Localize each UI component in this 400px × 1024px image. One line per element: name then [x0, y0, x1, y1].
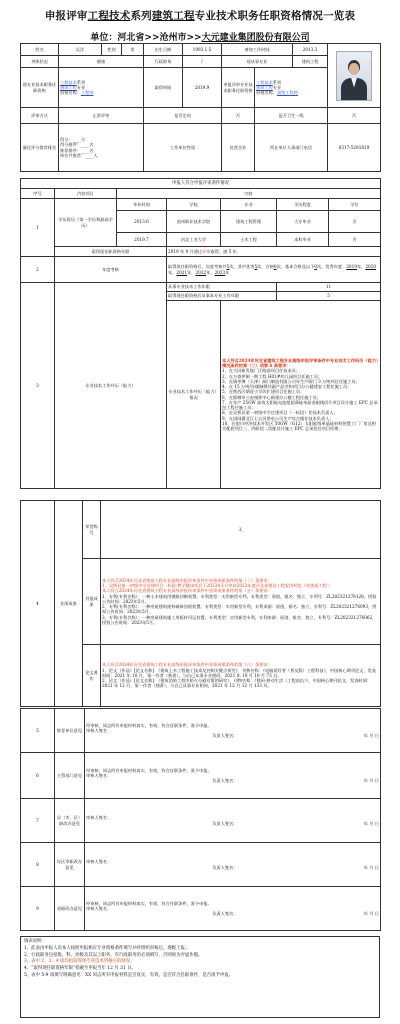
opinion-content: 审核人签名： 负责人签名： 年 月 日: [85, 843, 381, 887]
col-no-header: 序号: [21, 189, 55, 199]
honor-value: 无: [101, 501, 381, 559]
patent-item: 3、专利(专利名称）：一种房屋建筑施工用板材吊运装置，专利类型：实用新型专利，专利来源：原创，排名：独立，专利号：ZL202321276062，授权公告时间：2023年5月。: [102, 614, 377, 625]
name-label: 姓名: [21, 44, 59, 56]
exp-since-value: 5: [277, 292, 381, 301]
ach-no: 4: [21, 501, 55, 707]
opinion-content: 经审核，同志所有申报材料真实，有效，符合任职条件，准予申报。 审核人签名： 负责人签名： 年 月 日: [85, 887, 381, 931]
opinion-content: 经审核，同志所有申报材料真实，有效，符合任职条件，准予申报。 审核人签名： 负责人签名： 年 月 日: [85, 753, 381, 799]
title-series: 工程技术: [87, 10, 131, 22]
exp-ability-head: 本人符合2024年河北省建筑工程专业高级申报评审条件中专业技术工作经历（能力）情况条件的第（二）项第 6 条要求：: [222, 357, 379, 368]
notes-heading: 填表说明：: [24, 939, 46, 944]
exp-item: 7、在年产 25GW 高效太阳能电池组超薄硅单晶金刚线切片项目设计施工 EPC 总承包工程任施工员；: [222, 399, 378, 410]
edu-row-level: 本科毕业: [277, 233, 329, 247]
edu-row-degree: 否: [329, 233, 381, 247]
opinion-label: 省职改办意见: [55, 887, 85, 931]
patent-item: 2、专利(专利名称）：一种房屋建筑废料破碎回收装置。专利类型：实用新型专利，专利来源：原创，排名：独立，专利号：ZL202321276093，授权公告时间：2023年5月。: [102, 604, 377, 615]
paper-label: 论文著作: [83, 645, 101, 707]
paper-item: 1、论文（作品）[论文名称]：《建筑土木工程施工技术及控制关键点探究》，刊物名称：《电脑爱好者（普及版）工程科技》，中国核心期刊论文，发表时间：2021 年 10 月，第一作者（独著），与自己从事专业相同，2021 年 10 月 10 月 73 日。: [102, 667, 376, 678]
apply-qual-value: 工程技术系列 建筑工程专业 资格名称：高级工程师: [255, 68, 328, 108]
obtain-time-label: 取得时间: [144, 68, 183, 108]
exp-years-value: 11: [277, 283, 381, 292]
directional-value: 否: [222, 108, 255, 124]
paper-item: 2、论文（作品）[论文名称]：《建筑消防工程中防火分隔对策的研究》，刊物名称：《数码-移动生活（工程前沿）》，中国核心期刊论文，发表时间：2021 年 12 月，第一作者（独著），与自己从事专业相同，2021 年 12 月 12 月 133 页。: [102, 678, 372, 689]
edu-row-major: 建筑工程管理: [221, 211, 277, 233]
birth-label: 出生日期: [144, 44, 183, 56]
frontline-label: 是否卫生一线: [255, 108, 328, 124]
unit-line: [0, 30, 400, 43]
opinion-label: 设区市职改办意见: [55, 843, 85, 887]
exp-item: 9、在国网冀北江七台河供电公司生产综合楼任技术负责人；: [222, 415, 334, 421]
opinion-label: 县（市、区）职改办意见: [55, 799, 85, 843]
photo-cell: [328, 44, 381, 108]
exp-ability-label: 专业技术工作经历（能力）情况: [167, 301, 221, 489]
gender-label: 性别: [102, 44, 122, 56]
other-head: 本人符合2024年河北省建筑工程专业高级申报评审条件中业绩成果条件的第（二）条要求：: [102, 577, 272, 583]
review-method-value: 正常评审: [59, 108, 144, 124]
exp-item: 4、在 15 万吨/年煤制烯烃副产品芳构项目办公楼建安工程任施工员；: [222, 384, 352, 389]
health-label: 身体状况: [21, 56, 59, 68]
phone-value: 0317-5291819: [328, 124, 381, 172]
exp-label: 专业技术工作经历（能力）: [55, 283, 167, 489]
opinion-label: 推荐单位意见: [55, 709, 85, 753]
fill-notes: [20, 936, 380, 1018]
edu-h-school: 学校: [167, 199, 221, 211]
other-content: [101, 559, 381, 645]
title-rest: 专业技术职务任职资格情况一览表: [194, 10, 356, 22]
score-label: 量化评分推荐排名: [21, 124, 59, 172]
edu-row-time: 2019.7: [117, 233, 167, 247]
current-qual-value: 工程技术系列 建筑工程专业 资格名称：工程师: [59, 68, 144, 108]
gender-value: 男: [122, 44, 144, 56]
birth-value: 1993.1.5: [183, 44, 222, 56]
opinion-no: 8: [21, 843, 55, 887]
current-qual-label: 现专业技术职务任职资格: [21, 68, 59, 108]
applicant-photo: [336, 51, 372, 101]
ach-label: 业绩成果: [55, 501, 83, 707]
admin-value: /: [183, 56, 222, 68]
score-block: 得分：____分 得分排序：____名 推荐排序：____名 单位共推荐：____人: [59, 124, 144, 172]
conditions-table: [20, 178, 381, 489]
edu-h-degree: 学位: [329, 199, 381, 211]
current-time-label: 取得现任职资格年限: [55, 247, 167, 257]
exp-since-label: 取得现任职资格后从事本专业工作年限: [167, 292, 277, 301]
edu-h-time: 毕业时间: [117, 199, 167, 211]
edu-h-major: 专业: [221, 199, 277, 211]
name-value: 吴洋: [59, 44, 102, 56]
work-start-label: 参加工作时间: [222, 44, 293, 56]
apply-qual-label: 申报评审专业技术职务任职资格: [222, 68, 255, 108]
conditions-header: 申报人符合申报评审条件情况: [21, 179, 381, 189]
edu-row-time: 2013.6: [117, 211, 167, 233]
other-head: 本人符合2024年河北省建筑工程专业高级申报评审条件中业绩成果条件的第（五）条要求：: [102, 588, 272, 594]
obtain-time-value: 2019.9: [183, 68, 222, 108]
patent-item: 1、专利(专利名称）：一种土木建筑用钢筋切断装置。专利类型：实用新型专利，专利类型：原创，排名：独立，专利号：ZL202321278128，授权公告时间：2023年5月。: [102, 593, 377, 604]
exp-item: 8、在吴桥县第一初级中学迁建项目（一标段）任技术负责人；: [222, 410, 338, 416]
opinions-table: [20, 708, 381, 931]
opinion-content: 经审核，同志所有申报材料真实，有效，符合任职条件，准予申报。 审核人签名： 负责人签名： 年 月 日: [85, 709, 381, 753]
title-specialty: 建筑工程: [151, 10, 195, 22]
note-item: 3、表中 2、3、4 项均指取得现专业技术资格后的情况。: [24, 959, 135, 965]
phone-label: 所在单位人事部门电话: [255, 124, 328, 172]
note-item: 5、表中 5-9 项填写明确意见：XX 同志所有申报材料是否真实，有效，是否符合任职条件，是否准予申报。: [24, 973, 234, 979]
work-nature-label: 工作单位性质: [144, 124, 222, 172]
page-title: [0, 8, 400, 23]
opinion-label: 主管部门意见: [55, 753, 85, 799]
achievement-table: [20, 500, 381, 707]
paper-head: 本人符合2024年河北省建筑工程专业高级申报评审条件中业绩成果条件的第（八）条要求：: [102, 662, 272, 668]
other-item: 1、吴桥县第一初级中学迁建项目一标段-教学楼该项目于2023年1月荣获2022年度河北省建设工程安济杯奖（省优质工程）；: [102, 583, 334, 589]
frontline-value: 否: [328, 108, 381, 124]
edu-row-degree: 否: [329, 211, 381, 233]
exp-item: 1、在大同新发地厂区路面项目任技术员；: [222, 368, 301, 374]
edu-row-school: 沧州职业技术学院: [167, 211, 221, 233]
edu-label: 学历资历（第一学历和最高学历）: [55, 199, 117, 247]
exp-item: 6、在邯郸市公安指挥中心新建办公楼工程任施工员；: [222, 394, 321, 400]
annual-label: 年度考核: [55, 257, 167, 283]
edu-h-level: 学历程度: [277, 199, 329, 211]
title-prefix: 申报评审: [44, 10, 88, 22]
edu-no: 1: [21, 199, 55, 257]
note-item: 1、此表由申报人员本人按照申报相应专业资格条件填写并经组织审核后，逐级上报。: [24, 945, 190, 951]
annual-content: 取得现任职资格后，年度考核共5次，其中优秀5次，合格0次，基本合格及以下0次。优秀年度：2019年，2020年，2021年，2022年，2023年: [167, 257, 381, 283]
col-content-header: 内容: [117, 189, 381, 199]
annual-no: 2: [21, 257, 55, 283]
unit-name: 大元建业集团股份有限公司: [201, 33, 310, 43]
opinion-no: 6: [21, 753, 55, 799]
exp-ability-content: [221, 301, 381, 489]
directional-label: 是否定向: [144, 108, 222, 124]
basic-info-table: [20, 43, 381, 172]
exp-item: 5、在铁西区朗壹小学改扩建项目任施工员；: [222, 389, 305, 395]
opinion-no: 5: [21, 709, 55, 753]
exp-years-label: 从事专业技术工作年限: [167, 283, 277, 292]
title-series-suffix: 系列: [130, 10, 152, 22]
edu-row-major: 土木工程: [221, 233, 277, 247]
honor-label: 荣誉称号: [83, 501, 101, 559]
opinion-content: 审核人签名： 负责人签名： 年 月 日: [85, 799, 381, 843]
note-item: 4、“取得现任职资格年限”指截至申报当年 12 月 31 日。: [24, 966, 136, 972]
edu-row-level: 大专毕业: [277, 211, 329, 233]
exp-item: 10、在银川经济技术开发区 50GW（G12）太阳能级单晶硅材料智慧工厂厂房及相关配套项目三、四阶段二次配设计施工 EPC 总承包任项目经理；: [222, 420, 376, 431]
col-item-header: 内容项目: [55, 189, 117, 199]
current-time-value: 2019 年 9 月通过评审取得，满 5 年: [167, 247, 381, 257]
current-major-label: 现从事专业: [222, 56, 293, 68]
note-item: 2、行政职务包括股、科、处级及其以上职务，有行政职务的必须填写，否则视为弄虚作假。: [24, 952, 203, 958]
health-value: 健康: [59, 56, 144, 68]
work-start-value: 2013.3: [293, 44, 328, 56]
unit-label: 单位：河北省>>沧州市>>: [90, 33, 202, 43]
opinion-no: 9: [21, 887, 55, 931]
exp-item: 2、在万豪伊顿一期工程 H01#幼儿园项目任施工员；: [222, 373, 323, 379]
paper-content: [101, 645, 381, 707]
review-method-label: 评审方式: [21, 108, 59, 124]
exp-item: 3、在瑞茶博（天津）阀门制造有限公司年生产阀门 3 万吨项目任施工员；: [222, 378, 360, 384]
admin-label: 行政职务: [144, 56, 183, 68]
other-label: 其他成果: [83, 559, 101, 645]
work-nature-value: 民营企业: [222, 124, 255, 172]
current-major-value: 建筑工程: [293, 56, 328, 68]
exp-no: 3: [21, 283, 55, 489]
opinion-no: 7: [21, 799, 55, 843]
edu-row-school: 河北工业大学: [167, 233, 221, 247]
